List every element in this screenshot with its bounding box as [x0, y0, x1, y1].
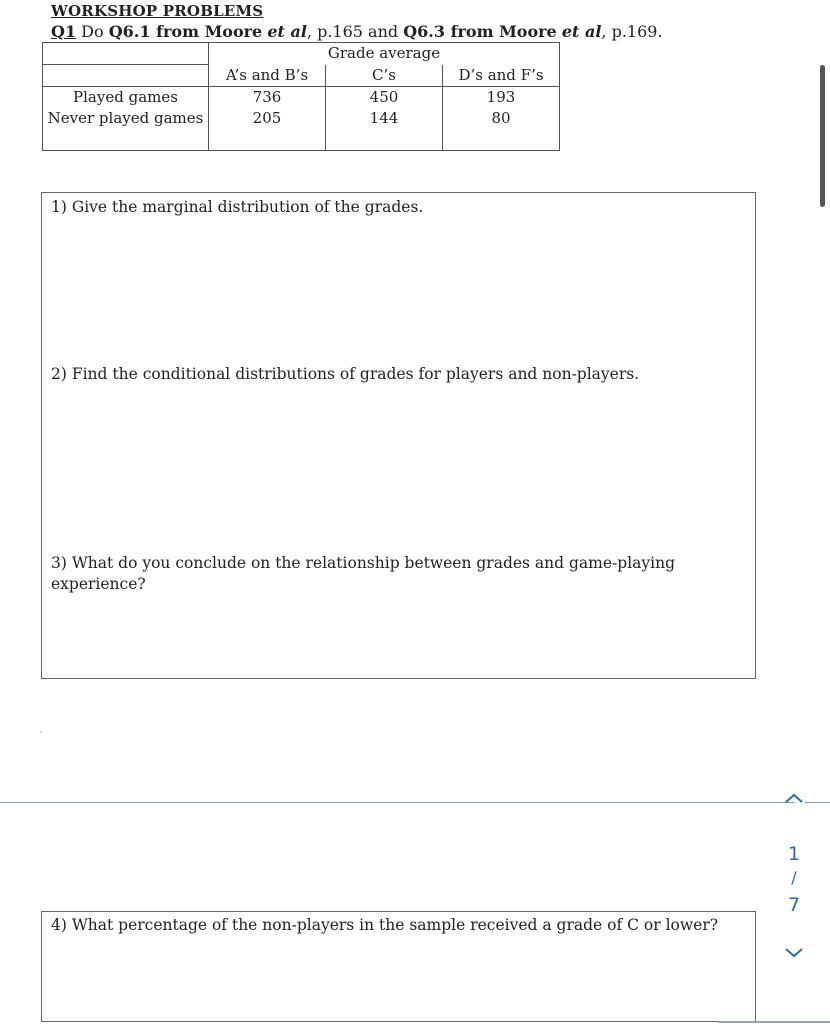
page-separator: / — [791, 868, 797, 887]
table-cell: 205 — [209, 108, 326, 151]
column-header: A’s and B’s — [209, 65, 326, 87]
question-4: 4) What percentage of the non-players in the sample received a grade of C or lower? — [51, 916, 719, 934]
q1-etal-1: et al — [267, 22, 307, 41]
grades-table — [42, 42, 560, 151]
table-cell: 144 — [326, 108, 443, 151]
q1-ref-2: Q6.3 from Moore — [403, 22, 557, 41]
chevron-up-icon — [783, 790, 805, 806]
total-pages-number: 7 — [787, 894, 801, 916]
answer-box-1-3[interactable] — [41, 192, 756, 679]
question-3: 3) What do you conclude on the relationship between grades and game-playing experience? — [51, 554, 676, 593]
table-header-row — [43, 43, 560, 65]
table-row — [43, 87, 560, 109]
page-divider-right — [805, 802, 830, 803]
table-cell: 80 — [443, 108, 560, 151]
stray-mark — [40, 731, 42, 733]
question-2: 2) Find the conditional distributions of grades for players and non-players. — [51, 365, 640, 383]
q1-do: Do — [81, 22, 104, 41]
table-corner-cell-2 — [43, 65, 209, 87]
prev-page-button[interactable] — [780, 790, 808, 806]
q1-pages-1: , p.165 and — [306, 22, 399, 41]
chevron-down-icon — [783, 945, 805, 961]
q1-label: Q1 — [51, 22, 77, 41]
table-corner-cell — [43, 43, 209, 65]
q1-pages-2: , p.169. — [601, 22, 663, 41]
row-label: Never played games — [43, 108, 209, 151]
next-page-button[interactable] — [780, 945, 808, 961]
table-cell: 736 — [209, 87, 326, 109]
question-1: 1) Give the marginal distribution of the grades. — [51, 198, 424, 216]
table-row — [43, 108, 560, 151]
table-cell: 193 — [443, 87, 560, 109]
grade-average-header: Grade average — [209, 43, 560, 65]
scrollbar-thumb[interactable] — [820, 65, 825, 207]
answer-box-4[interactable] — [41, 911, 756, 1022]
q1-ref-1: Q6.1 from Moore — [108, 22, 263, 41]
row-label: Played games — [43, 87, 209, 109]
q1-instruction — [51, 22, 663, 41]
workshop-heading: WORKSHOP PROBLEMS — [51, 2, 264, 20]
column-header: C’s — [326, 65, 443, 87]
bottom-edge-line — [718, 1021, 830, 1023]
column-header: D’s and F’s — [443, 65, 560, 87]
q1-etal-2: et al — [561, 22, 602, 41]
table-subheader-row — [43, 65, 560, 87]
page-divider — [0, 802, 795, 803]
current-page-number: 1 — [787, 843, 801, 865]
table-cell: 450 — [326, 87, 443, 109]
